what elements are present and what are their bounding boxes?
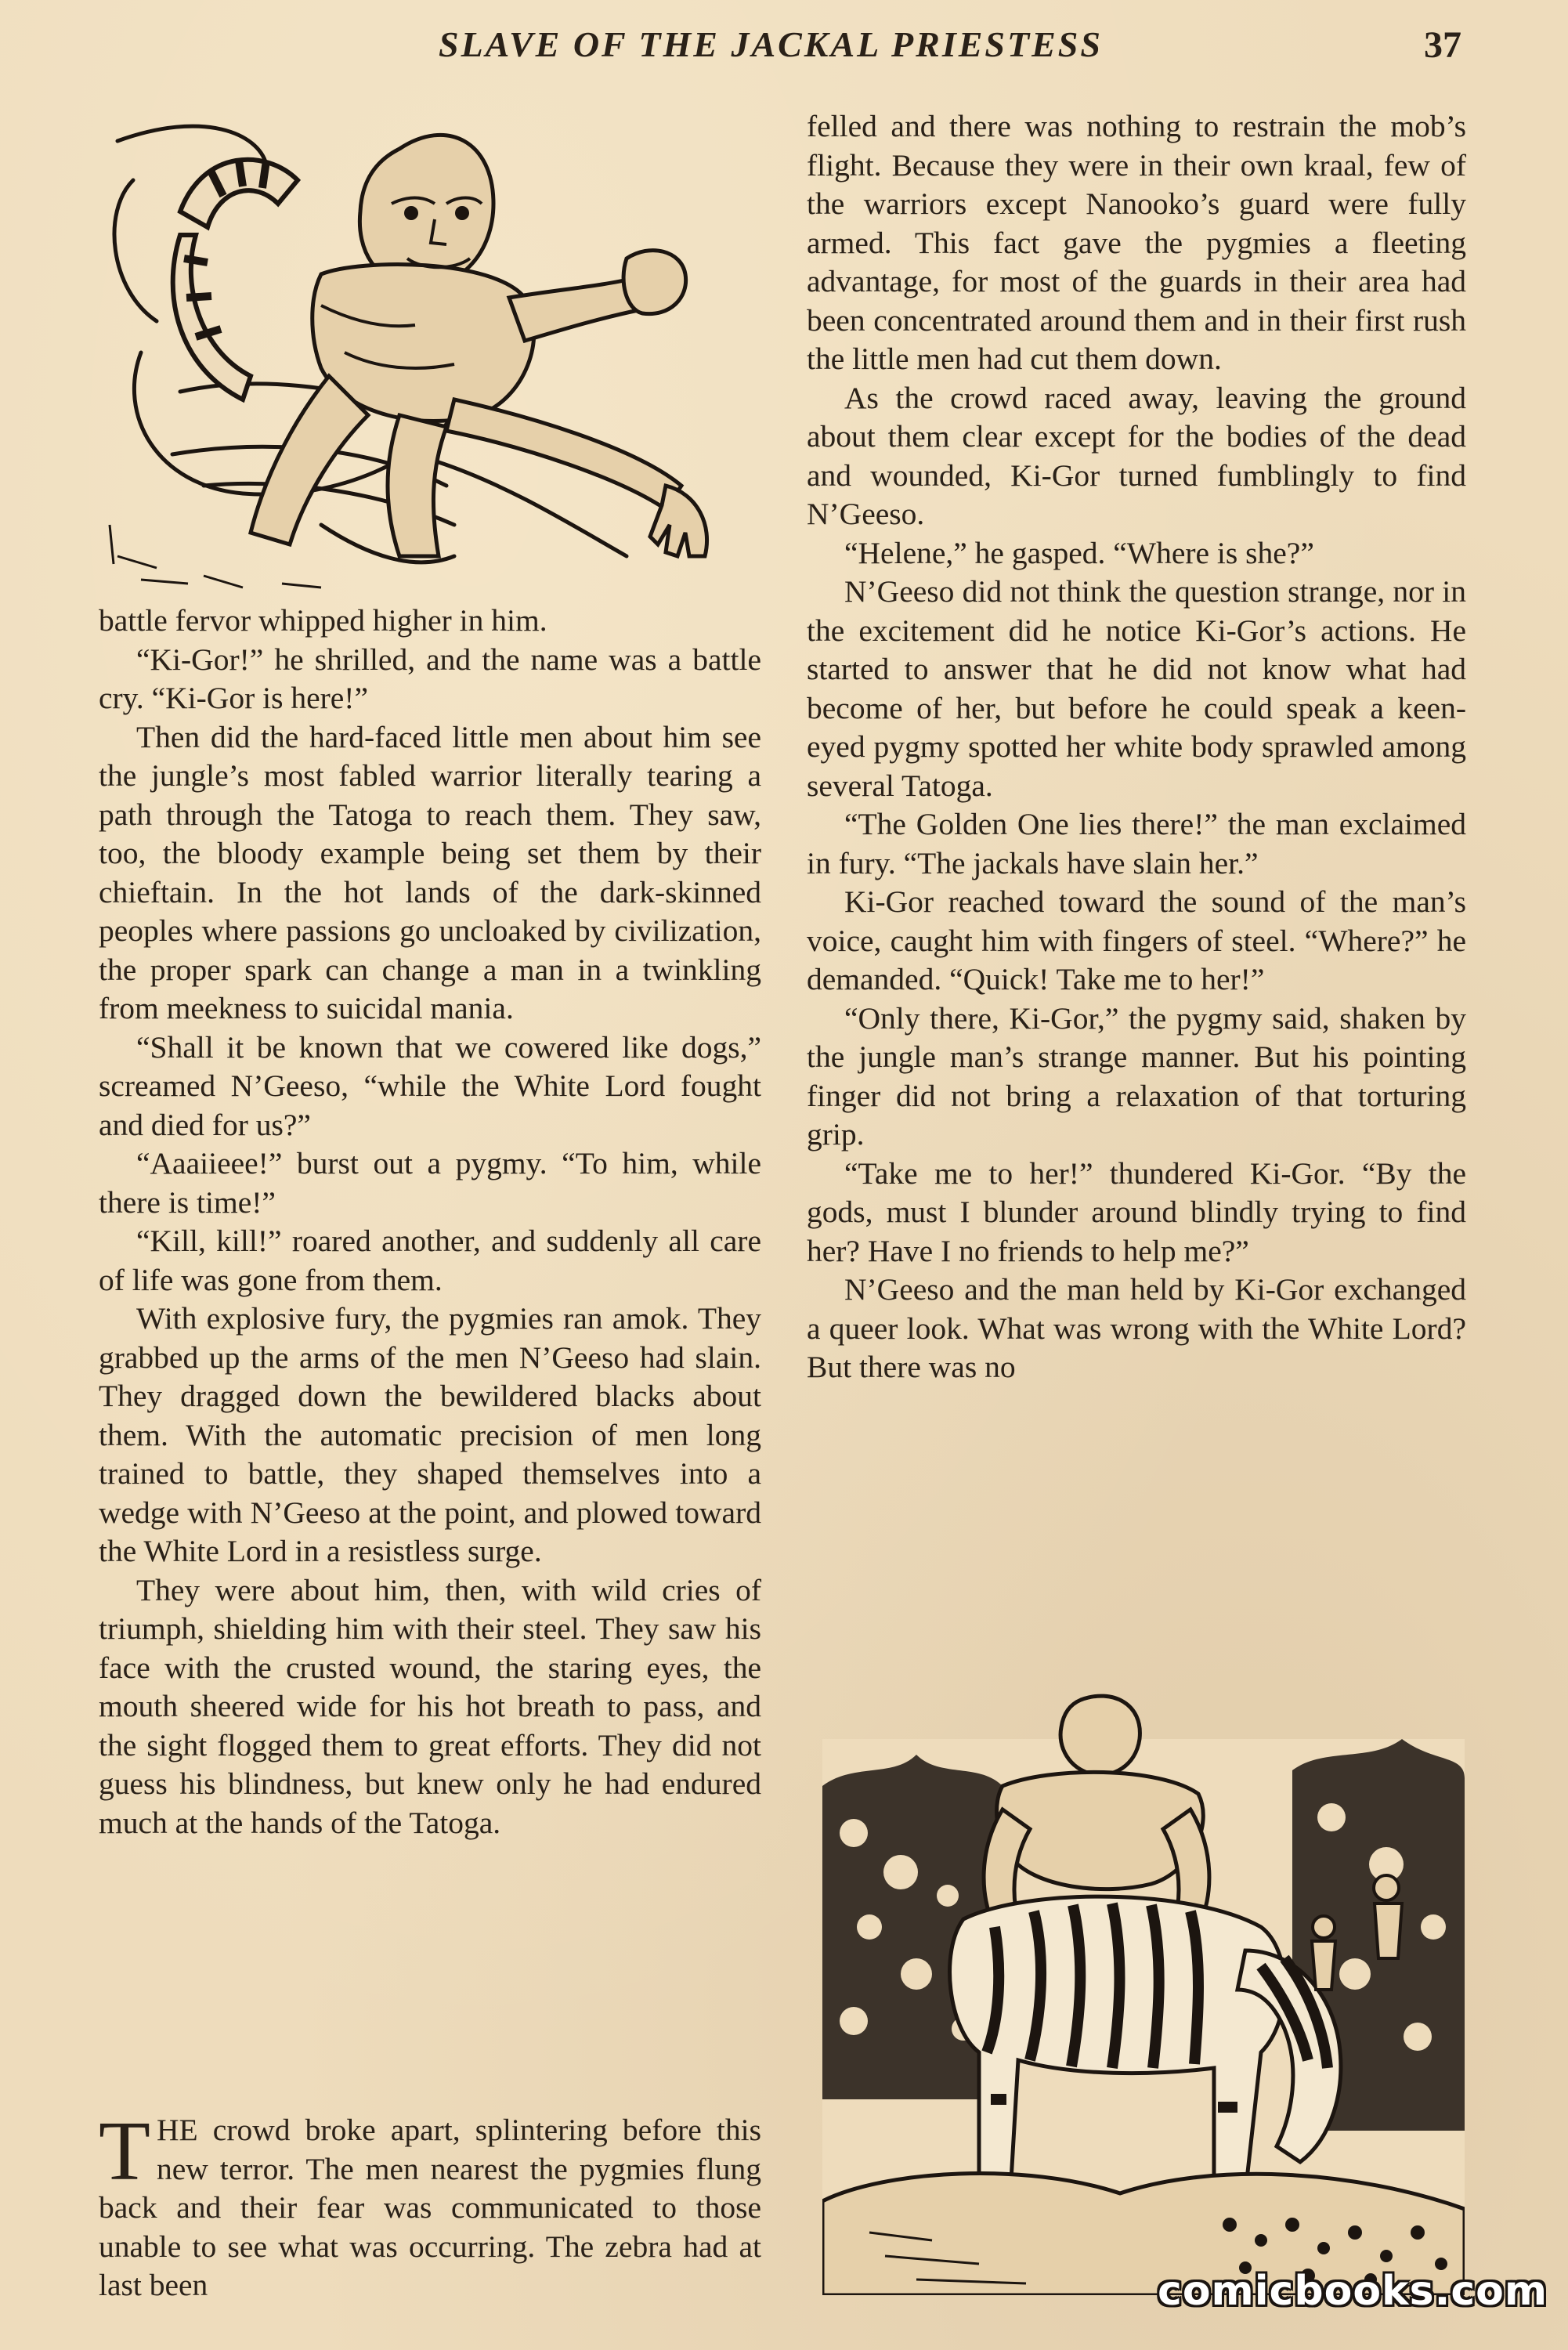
- paragraph: As the crowd raced away, leaving the ground about them clear except for the bodies of the dead and wounded, Ki-Gor turned fumblingly to find N’Geeso.: [807, 380, 1466, 531]
- section-opening-text: [99, 2105, 761, 2305]
- paragraph: Then did the hard-faced little men about him see the jungle’s most fabled warrior literally tearing a path through the Tatoga to reach them. They saw, too, the bloody example being set them by their chieftain. In the hot lands of the dark-skinned peoples where passions go uncloaked by civilization, the proper spark can change a man in a twinkling from meekness to suicidal mania.: [99, 719, 761, 1025]
- paragraph: “The Golden One lies there!” the man exclaimed in fury. “The jackals have slain her.”: [807, 807, 1466, 880]
- paragraph: Ki-Gor reached toward the sound of the man’s voice, caught him with fingers of steel. “Where?” he demanded. “Quick! Take me to her!”: [807, 884, 1466, 996]
- paragraph: “Only there, Ki-Gor,” the pygmy said, shaken by the jungle man’s strange manner. But his pointing finger did not bring a relaxation of that torturing grip.: [807, 1000, 1466, 1152]
- paragraph: felled and there was nothing to restrain the mob’s flight. Because they were in their own kraal, few of the warriors except Nanooko’s guard were fully armed. This fact gave the pygmies a fleeting advantage, for most of the guards in their area had been concentrated around them and in their first rush the little men had cut them down.: [807, 109, 1466, 376]
- paragraph: N’Geeso did not think the question strange, nor in the excitement did he notice Ki-Gor’s actions. He started to answer that he did not know what had become of her, but before he could speak a keen-eyed pygmy spotted her white body sprawled among several Tatoga.: [807, 574, 1466, 803]
- illustration-zebra-rider: [822, 1692, 1465, 2295]
- paragraph: With explosive fury, the pygmies ran amok. They grabbed up the arms of the men N’Geeso had slain. They dragged down the bewildered blacks about them. With the automatic precision of men long trained to battle, they shaped themselves into a wedge with N’Geeso at the point, and plowed toward the White Lord in a resistless surge.: [99, 1301, 761, 1568]
- watermark-logo: comicbooks.com: [1158, 2268, 1548, 2315]
- paragraph: “Take me to her!” thundered Ki-Gor. “By the gods, must I blunder around blindly trying to find her? Have I no friends to help me?”: [807, 1155, 1466, 1268]
- left-column-text: [99, 602, 761, 1842]
- paragraph: “Ki-Gor!” he shrilled, and the name was a battle cry. “Ki-Gor is here!”: [99, 642, 761, 715]
- paragraph: battle fervor whipped higher in him.: [99, 603, 547, 638]
- paragraph: They were about him, then, with wild cries of triumph, shielding him with their steel. They saw his face with the crusted wound, the staring eyes, the mouth sheered wide for his hot breath to pass, and the sight flogged them to great efforts. They did not guess his blindness, but knew only he had endured much at the hands of the Tatoga.: [99, 1572, 761, 1840]
- paragraph: [99, 2105, 761, 2305]
- right-column-text: [807, 107, 1466, 1387]
- paragraph: “Shall it be known that we cowered like dogs,” screamed N’Geeso, “while the White Lord fought and died for us?”: [99, 1029, 761, 1142]
- paragraph: N’Geeso and the man held by Ki-Gor exchanged a queer look. What was wrong with the White Lord? But there was no: [807, 1272, 1466, 1384]
- paragraph: “Helene,” he gasped. “Where is she?”: [844, 535, 1314, 570]
- drop-cap: T: [99, 2105, 150, 2198]
- running-header-title: SLAVE OF THE JACKAL PRIESTESS: [439, 24, 1103, 64]
- illustration-warrior-with-whip: [86, 118, 768, 595]
- page-number: 37: [1424, 24, 1461, 66]
- drop-cap-paragraph-text: HE crowd broke apart, splintering before this new terror. The men nearest the pygmies flung back and their fear was communicated to those unable to see what was occurring. The zebra had at last been: [99, 2113, 761, 2302]
- paragraph: “Kill, kill!” roared another, and suddenly all care of life was gone from them.: [99, 1224, 761, 1297]
- paragraph: “Aaaiieee!” burst out a pygmy. “To him, while there is time!”: [99, 1146, 761, 1220]
